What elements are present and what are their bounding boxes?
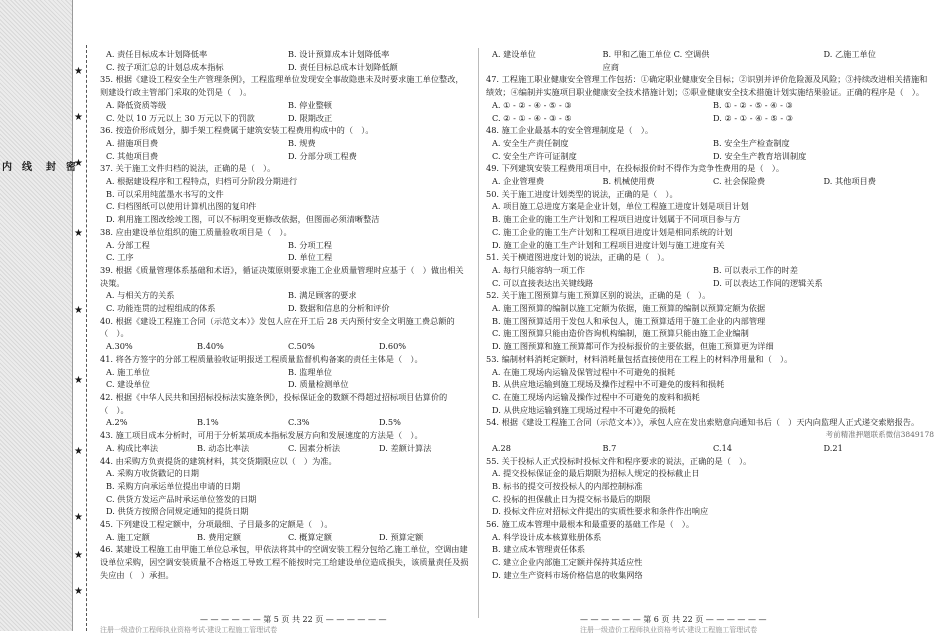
option: D. 利用施工图改绘竣工图，可以不标明变更修改依据，但图面必须清晰整洁	[106, 214, 380, 225]
question-text: 44. 由采购方负责提货的建筑材料，其交货期限应以（ ）为准。	[100, 455, 337, 466]
options-grid	[100, 99, 470, 124]
question-block	[100, 73, 470, 124]
option: D. 施工图预算和施工预算都可作为投标报价的主要依据，但施工预算更为详细	[492, 341, 774, 352]
left-column	[100, 48, 470, 582]
option: B.7	[602, 442, 617, 453]
question-text: 41. 将各方签字的分部工程质量验收证明报送工程质量监督机构备案的责任主体是（ ）。	[100, 353, 423, 364]
option: C. 投标的担保截止日为提交标书最后的期限	[492, 493, 651, 504]
option: D. 数据和信息的分析和评价	[288, 303, 390, 314]
option: A. ① - ② - ④ - ⑤ - ③	[492, 99, 572, 110]
option: B.1%	[197, 417, 219, 428]
option: A. 项目施工总进度方案是企业计划，单位工程施工进度计划是项目计划	[492, 201, 749, 212]
question-text: 56. 施工成本管理中最根本和最重要的基础工作是（ ）。	[486, 519, 695, 530]
option: D. 预算定额	[379, 531, 424, 542]
option: B. 施工企业的施工生产计划和工程项目进度计划属于不同项目参与方	[492, 214, 741, 225]
question-block	[100, 315, 470, 353]
star-icon: ★	[74, 112, 83, 123]
star-icon: ★	[74, 550, 83, 561]
option: A. 构成比率法	[106, 442, 159, 453]
question-text: 50. 关于施工进度计划类型的说法，正确的是（ ）。	[486, 188, 678, 199]
question-block	[486, 251, 934, 289]
option: B. 满足顾客的要求	[288, 290, 357, 301]
question-block	[486, 48, 934, 73]
question-block	[100, 543, 470, 581]
option: D. 质量检测单位	[288, 379, 349, 390]
question-block	[486, 188, 934, 252]
binding-margin	[0, 0, 77, 631]
question-text: 35. 根据《建设工程安全生产管理条例》，工程监理单位发现安全事故隐患未及时要求施工单位整改，则建设行政主管部门采取的处罚是（ ）。	[100, 74, 464, 98]
option: C.3%	[288, 417, 310, 428]
question-text: 45. 下列建设工程定额中，分项最细、子目最多的定额是（ ）。	[100, 519, 333, 530]
option: C. 在施工现场内运输及操作过程中不可避免的废料和损耗	[492, 391, 700, 402]
option: D. 乙施工单位	[823, 49, 876, 59]
page-footer-left: — — — — — — 第 5 页 共 22 页 — — — — — —	[200, 615, 387, 624]
option: C. 因素分析法	[288, 442, 341, 453]
binding-label-2: 封	[46, 162, 57, 173]
right-column	[486, 48, 934, 582]
question-block	[486, 518, 934, 582]
question-text: 40. 根据《建设工程施工合同（示范文本）》发包人应在开工后 28 天内预付安全文明施工费总额的（ ）。	[100, 315, 455, 339]
question-block	[486, 73, 934, 124]
question-block	[486, 124, 934, 162]
option: D. ② - ① - ④ - ⑤ - ③	[713, 112, 794, 123]
star-icon: ★	[74, 228, 83, 239]
question-text: 47. 工程施工职业健康安全管理工作包括：①确定职业健康安全目标；②识别并评价危险源及风险；③持续改进相关措施和绩效；④编制并实施项目职业健康安全技术措施计划；⑤职业健康安全技术措施计划实施结果验证。正确的程序是（ ）。	[486, 74, 928, 98]
option: B. 设计预算成本计划降低率	[288, 49, 390, 59]
question-text: 48. 施工企业最基本的安全管理制度是（ ）。	[486, 125, 654, 136]
option: C. 归档图纸可以使用计算机出图的复印件	[106, 201, 257, 212]
options-row	[100, 416, 470, 429]
option: B. 停业整顿	[288, 99, 332, 110]
question-block	[100, 429, 470, 454]
question-text: 39. 根据《质量管理体系基础和术语》，循证决策原则要求施工企业质量管理时应基于（ ）做出相关决策。	[100, 264, 464, 288]
question-block	[100, 162, 470, 226]
option: A. 施工单位	[106, 366, 150, 377]
binding-label-1: 线	[22, 162, 33, 173]
question-text: 36. 按造价形成划分，脚手架工程费属于建筑安装工程费用构成中的（ ）。	[100, 125, 374, 136]
star-icon: ★	[74, 446, 83, 457]
option: C. 施工企业的施工生产计划和工程项目进度计划是相同系统的计划	[492, 226, 733, 237]
options-grid	[486, 264, 934, 289]
question-text: 46. 某建设工程施工由甲施工单位总承包，甲依法将其中的空调安装工程分包给乙施工单位，空调由建设单位采购，因空调安装质量不合格返工导致工程不能按时完工给建设单位造成损失，该质量责任及损失应由（ ）承担。	[100, 544, 469, 580]
question-text: 52. 关于施工图预算与施工预算区别的说法，正确的是（ ）。	[486, 290, 711, 301]
options-grid	[486, 137, 934, 162]
option: C. 可以直接表达出关键线路	[492, 277, 594, 288]
options-grid	[100, 137, 470, 162]
option: B. 动态比率法	[197, 442, 250, 453]
question-block	[100, 518, 470, 543]
option: B. 甲和乙施工单位 C. 空调供应商	[602, 49, 710, 72]
option: C. 供货方发运产品时承运单位签发的日期	[106, 493, 257, 504]
question-block	[486, 455, 934, 519]
option: B. 采购方向承运单位提出申请的日期	[106, 480, 241, 491]
option: A. 降低资质等级	[106, 99, 167, 110]
option: D. 从供应地运输到施工现场过程中不可避免的损耗	[492, 404, 676, 415]
option: A. 施工图预算的编制以施工定额为依据，施工预算的编制以预算定额为依据	[492, 303, 766, 314]
options-row	[100, 340, 470, 353]
option: A. 措施项目费	[106, 137, 159, 148]
option: D. 其他项目费	[823, 176, 876, 187]
option: D. 供货方按照合同规定通知的提货日期	[106, 506, 249, 517]
option: C. 建设单位	[106, 379, 150, 390]
option: B. 监理单位	[288, 366, 332, 377]
option: B. 费用定额	[197, 531, 241, 542]
question-text: 42. 根据《中华人民共和国招标投标法实施条例》，投标保证金的数额不得超过招标项目估算价的（ ）。	[100, 391, 448, 415]
question-block	[100, 455, 470, 519]
options-grid	[486, 99, 934, 124]
option: A.30%	[106, 341, 133, 352]
option: D.21	[823, 442, 843, 453]
option: A. 在施工现场内运输及保管过程中不可避免的损耗	[492, 366, 676, 377]
option: C. 处以 10 万元以上 30 万元以下的罚款	[106, 112, 255, 123]
binding-label-0: 内	[2, 162, 13, 173]
option: A. 分部工程	[106, 239, 150, 250]
option: B.40%	[197, 341, 224, 352]
option: D.60%	[379, 341, 407, 352]
star-icon: ★	[74, 305, 83, 316]
star-icon: ★	[74, 375, 83, 386]
option: A. 科学设计成本核算账册体系	[492, 531, 602, 542]
question-text: 43. 施工项目成本分析时，可用于分析某项成本指标发展方向和发展速度的方法是（ ）。	[100, 430, 423, 441]
binding-label-3: 密	[66, 162, 77, 173]
question-text: 54. 根据《建设工程施工合同（示范文本）》，承包人应在发出索赔意向通知书后（ ）天内向监理人正式递交索赔报告。	[486, 417, 920, 428]
question-text: 49. 下列建筑安装工程费用项目中，在投标报价时不得作为竞争性费用的是（ ）。	[486, 163, 785, 174]
option: D. 建立生产资料市场价格信息的收集网络	[492, 569, 643, 580]
question-text: 37. 关于施工文件归档的说法，正确的是（ ）。	[100, 163, 276, 174]
option: A. 企业管理费	[492, 176, 545, 187]
star-icon: ★	[74, 66, 83, 77]
option: A. 每行只能容纳一项工作	[492, 264, 585, 275]
option: D. 投标文件应对招标文件提出的实质性要求和条件作出响应	[492, 506, 709, 517]
option: C. 施工图预算只能由造价咨询机构编制，施工预算只能由施工企业编制	[492, 328, 749, 339]
option: B. 机械使用费	[602, 176, 655, 187]
question-block	[486, 416, 934, 454]
option: A.28	[492, 442, 511, 453]
option: B. 施工图预算适用于发包人和承包人，施工预算适用于施工企业的内部管理	[492, 315, 766, 326]
question-block	[100, 264, 470, 315]
option: B. 从供应地运输到施工现场及操作过程中不可避免的废料和损耗	[492, 379, 725, 390]
options-row	[486, 442, 934, 455]
question-block	[100, 124, 470, 162]
options-grid	[100, 289, 470, 314]
question-text: 55. 关于投标人正式投标时投标文件和程序要求的说法，正确的是（ ）。	[486, 455, 752, 466]
option: C. 按子项汇总的计划总成本指标	[106, 61, 224, 72]
star-icon: ★	[74, 586, 83, 597]
option: D. 限期改正	[288, 112, 333, 123]
question-block	[486, 289, 934, 353]
option: C. 安全生产许可证制度	[492, 150, 577, 161]
star-icon: ★	[74, 512, 83, 523]
option: B. 可以表示工作的时差	[713, 264, 798, 275]
star-icon: ★	[74, 158, 83, 169]
option: A. 提交投标保证金的最后期限为招标人规定的投标截止日	[492, 468, 700, 479]
option: D. 安全生产教育培训制度	[713, 150, 807, 161]
options-grid	[100, 48, 470, 73]
option: D. 单位工程	[288, 252, 333, 263]
option: A. 施工定额	[106, 531, 150, 542]
option: A.2%	[106, 417, 128, 428]
option: D. 施工企业的施工生产计划和工程项目进度计划与施工进度有关	[492, 239, 725, 250]
option: D. 可以表达工作间的逻辑关系	[713, 277, 823, 288]
option: D. 差额计算法	[379, 442, 432, 453]
question-block	[100, 48, 470, 73]
option: C. 其他项目费	[106, 150, 159, 161]
option: C. 工序	[106, 252, 134, 263]
option: A. 安全生产责任制度	[492, 137, 569, 148]
question-block	[486, 162, 934, 187]
option: B. 标书的提交可按投标人的内部控制标准	[492, 480, 643, 491]
option: B. 规费	[288, 137, 316, 148]
option: A. 采购方收货戳记的日期	[106, 468, 199, 479]
option: C. 建立企业内部施工定额并保持其适应性	[492, 557, 643, 568]
column-divider	[478, 48, 479, 618]
option: C.14	[713, 442, 732, 453]
options-grid	[100, 366, 470, 391]
page-footer-right: — — — — — — 第 6 页 共 22 页 — — — — — —	[580, 615, 767, 624]
question-text: 38. 应由建设单位组织的施工质量验收项目是（ ）。	[100, 226, 292, 237]
question-block	[100, 353, 470, 391]
option: A. 责任目标成本计划降低率	[106, 49, 208, 59]
question-block	[100, 226, 470, 264]
cut-line	[86, 45, 87, 631]
options-row	[100, 442, 470, 455]
option: A. 建设单位	[492, 49, 536, 59]
footer-note-left: 注册一级造价工程师执业资格考试·建设工程施工管理试卷	[100, 626, 278, 634]
options-grid	[100, 239, 470, 264]
option: C. ② - ① - ④ - ③ - ⑤	[492, 112, 572, 123]
option: D. 责任目标总成本计划降低额	[288, 61, 398, 72]
option: B. 可以采用纯蓝墨水书写的文件	[106, 188, 224, 199]
footer-note-right: 注册一级造价工程师执业资格考试·建设工程施工管理试卷	[580, 626, 758, 634]
question-block	[486, 353, 934, 417]
option: C.50%	[288, 341, 315, 352]
option: B. 安全生产检查制度	[713, 137, 790, 148]
option: A. 与相关方的关系	[106, 290, 175, 301]
question-block	[100, 391, 470, 429]
option: D.5%	[379, 417, 401, 428]
question-text: 53. 编制材料消耗定额时，材料消耗量包括直接使用在工程上的材料净用量和（ ）。	[486, 353, 793, 364]
option: B. 分项工程	[288, 239, 332, 250]
option: A. 根据建设程序和工程特点，归档可分阶段分期进行	[106, 176, 298, 187]
option: B. ① - ② - ⑤ - ④ - ③	[713, 99, 793, 110]
options-row	[486, 175, 934, 188]
option: B. 建立成本管理责任体系	[492, 544, 586, 555]
option: C. 社会保险费	[713, 176, 766, 187]
options-grid	[486, 48, 934, 73]
option: C. 概算定额	[288, 531, 332, 542]
option: D. 分部分项工程费	[288, 150, 357, 161]
watermark-text: 考前精准押题联系微信3849178	[825, 430, 934, 440]
option: C. 功能连贯的过程组成的体系	[106, 303, 216, 314]
option	[713, 48, 824, 73]
options-row	[100, 531, 470, 544]
question-text: 51. 关于横道图进度计划的说法，正确的是（ ）。	[486, 252, 670, 263]
